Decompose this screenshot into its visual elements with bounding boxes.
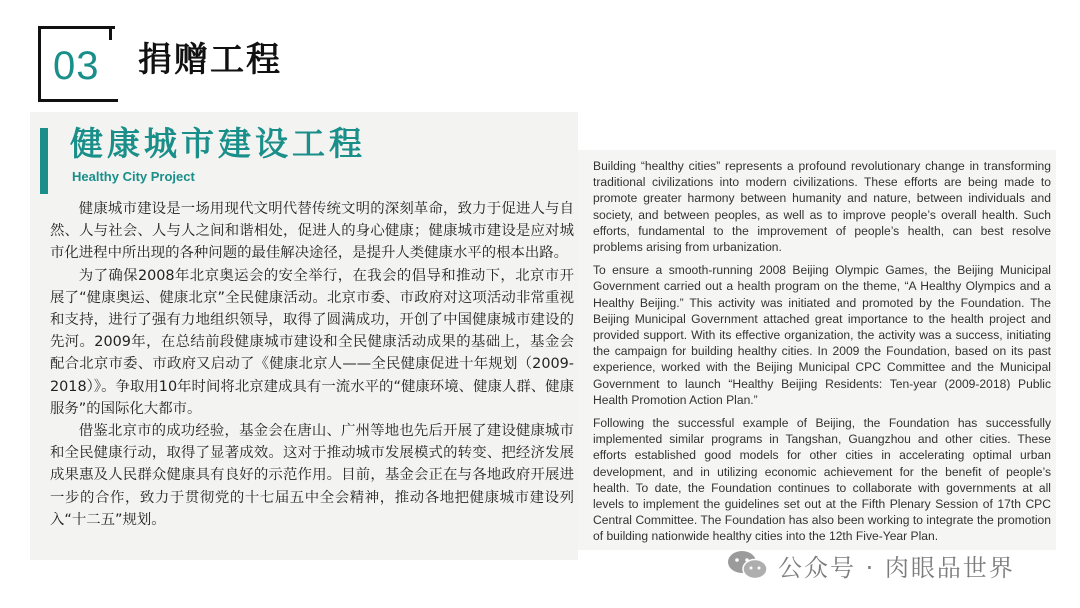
en-paragraph: To ensure a smooth-running 2008 Beijing Olympic Games, the Beijing Municipal Government carried out a health program on the theme, “A Healthy Olympics and a Healthy Beijing.” This activity was initiated and promoted by the Foundation. The Beijing Municipal Government attached great importance to the health project and provided support. With its effective organization, the activity was a success, initiating the campaign for building healthy cities. In 2009 the Foundation, based on its past experience, worked with the Beijing Municipal CPC Committee and the Municipal Government to launch “Healthy Beijing Residents: Ten-year (2009-2018) Public Health Promotion Action Plan.” bbox=[593, 263, 1051, 407]
cn-paragraph: 为了确保2008年北京奥运会的安全举行，在我会的倡导和推动下，北京市开展了“健康奥运、健康北京”全民健康活动。北京市委、市政府对这项活动非常重视和支持，进行了强有力地组织领导，取得了圆满成功，开创了中国健康城市建设的先河。2009年，在总结前段健康城市建设和全民健康活动成果的基础上，基金会配合北京市委、市政府又启动了《健康北京人——全民健康促进十年规划（2009-2018）》。争取用10年时间将北京建成具有一流水平的“健康环境、健康人群、健康服务”的国际化大都市。 bbox=[50, 267, 574, 417]
cn-paragraph: 借鉴北京市的成功经验，基金会在唐山、广州等地也先后开展了建设健康城市和全民健康行动，取得了显著成效。这对于推动城市发展模式的转变、把经济发展成果惠及人民群众健康具有良好的示范作用。目前，基金会正在与各地政府开展进一步的合作，致力于贯彻党的十七届五中全会精神，推动各地把健康城市建设列入“十二五”规划。 bbox=[50, 423, 574, 528]
section-number: 03 bbox=[53, 44, 100, 88]
chinese-body bbox=[50, 198, 574, 531]
english-body bbox=[593, 158, 1051, 552]
watermark-text: 公众号 · 肉眼品世界 bbox=[778, 553, 1015, 582]
en-paragraph: Building “healthy cities” represents a profound revolutionary change in transforming traditional civilizations into modern civilizations. These efforts are being made to promote greater harmony between humanity and nature, between individuals and society, and between peoples, as well as to improve people’s overall health. Such efforts, fundamental to the improvement of people’s health, can best resolve problems arising from urbanization. bbox=[593, 159, 1051, 255]
project-title-en: Healthy City Project bbox=[72, 169, 195, 184]
box-accent-right bbox=[109, 26, 112, 40]
en-paragraph: Following the successful example of Beijing, the Foundation has successfully implemented similar programs in Tangshan, Guangzhou and other cities. These efforts established good models for other cities in accelerating optimal urban development, and in utilizing economic achievement for the benefit of people’s health. To date, the Foundation continues to collaborate with governments at all levels to implement the guidelines set out at the Fifth Plenary Session of 17th CPC Central Committee. The Foundation has also been working to integrate the promotion of building nationwide healthy cities into the 12th Five-Year Plan. bbox=[593, 416, 1051, 544]
title-accent-bar bbox=[40, 128, 48, 194]
section-title: 捐赠工程 bbox=[138, 40, 282, 80]
section-number-box bbox=[38, 26, 118, 102]
project-title-cn: 健康城市建设工程 bbox=[70, 124, 366, 163]
watermark bbox=[726, 548, 1015, 582]
wechat-icon bbox=[726, 548, 770, 582]
cn-paragraph: 健康城市建设是一场用现代文明代替传统文明的深刻革命，致力于促进人与自然、人与社会、人与人之间和谐相处，促进人的身心健康；健康城市建设是应对城市化进程中所出现的各种问题的最佳解决途径，是提升人类健康水平的根本出路。 bbox=[50, 201, 574, 262]
box-accent-top bbox=[41, 26, 115, 29]
